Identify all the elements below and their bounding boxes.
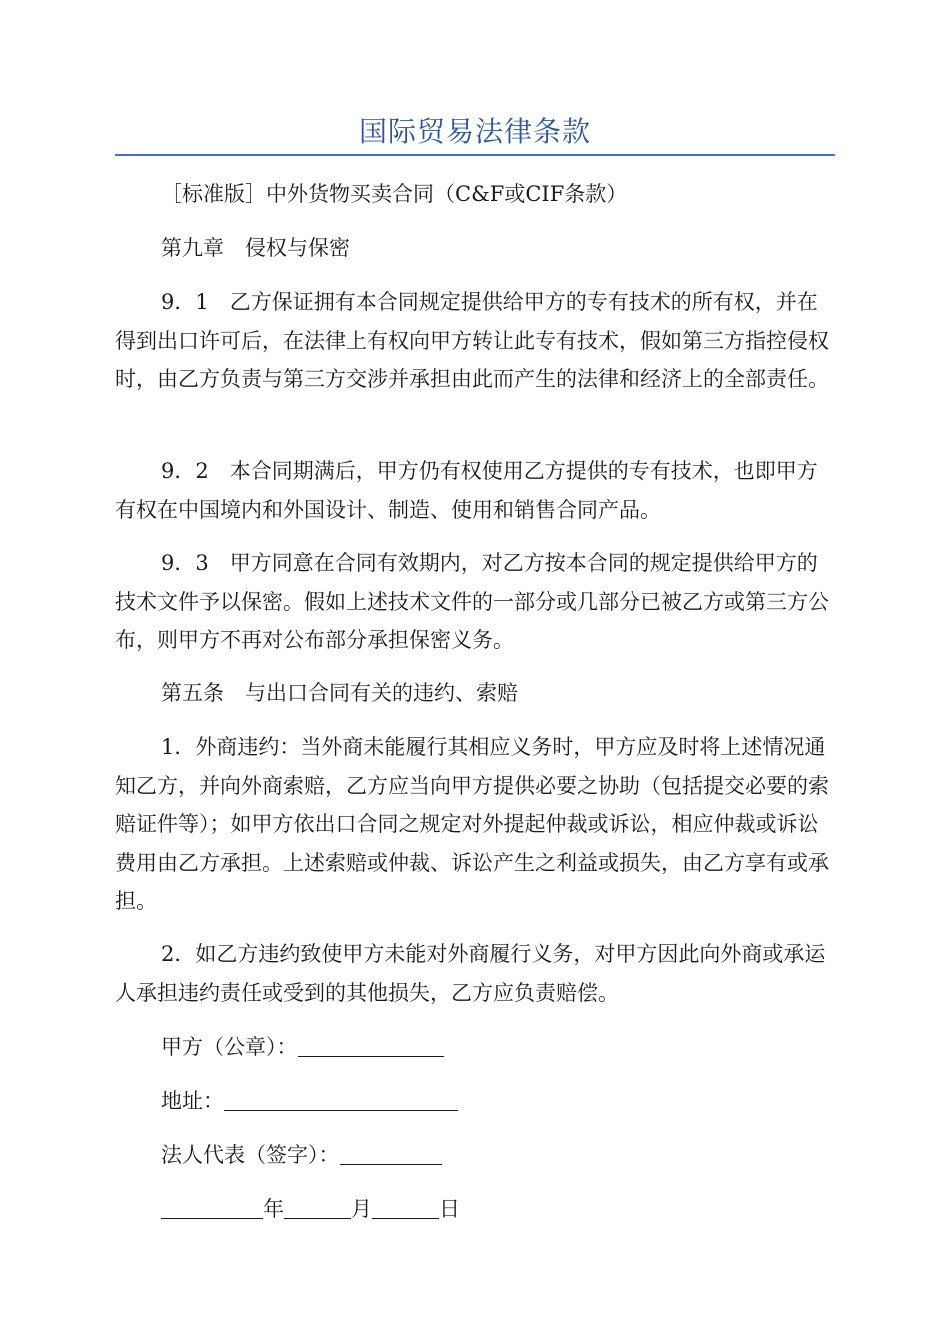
party-a-blank[interactable] (298, 1055, 444, 1057)
document-title: 国际贸易法律条款 (358, 115, 591, 148)
year-label: 年 (263, 1197, 284, 1221)
article-item-2: 2．如乙方违约致使甲方未能对外商履行义务，对甲方因此向外商或承运人承担违约责任或受到的其他损失，乙方应负责赔偿。 (115, 942, 826, 1005)
address-blank[interactable] (224, 1109, 458, 1111)
year-blank[interactable] (161, 1217, 263, 1219)
clause-9-3: 9．3 甲方同意在合同有效期内，对乙方按本合同的规定提供给甲方的技术文件予以保密。假如上述技术文件的一部分或几部分已被乙方或第三方公布，则甲方不再对公布部分承担保密义务。 (115, 551, 829, 652)
legal-rep-line (161, 1136, 442, 1175)
contract-subtitle: ［标准版］中外货物买卖合同（C&F或CIF条款） (161, 182, 628, 206)
party-a-signature-line (161, 1028, 444, 1067)
date-line (161, 1190, 460, 1229)
title-underline (115, 154, 835, 156)
article-heading: 第五条 与出口合同有关的违约、索赔 (161, 681, 518, 705)
legal-rep-label: 法人代表（签字）： (161, 1143, 340, 1167)
chapter-heading: 第九章 侵权与保密 (161, 236, 350, 260)
month-label: 月 (351, 1197, 372, 1221)
month-blank[interactable] (284, 1217, 351, 1219)
day-label: 日 (439, 1197, 460, 1221)
party-a-label: 甲方（公章）： (161, 1035, 298, 1059)
clause-9-2: 9．2 本合同期满后，甲方仍有权使用乙方提供的专有技术，也即甲方有权在中国境内和外国设计、制造、使用和销售合同产品。 (115, 459, 818, 522)
address-line (161, 1082, 458, 1121)
address-label: 地址： (161, 1089, 224, 1113)
day-blank[interactable] (372, 1217, 439, 1219)
legal-rep-blank[interactable] (340, 1163, 442, 1165)
article-item-1: 1．外商违约：当外商未能履行其相应义务时，甲方应及时将上述情况通知乙方，并向外商索赔，乙方应当向甲方提供必要之协助（包括提交必要的索赔证件等）；如甲方依出口合同之规定对外提起仲裁或诉讼，相应仲裁或诉讼费用由乙方承担。上述索赔或仲裁、诉讼产生之利益或损失，由乙方享有或承担。 (115, 735, 829, 913)
clause-9-1: 9．1 乙方保证拥有本合同规定提供给甲方的专有技术的所有权，并在得到出口许可后，在法律上有权向甲方转让此专有技术，假如第三方指控侵权时，由乙方负责与第三方交涉并承担由此而产生的法律和经济上的全部责任。 (115, 290, 829, 391)
